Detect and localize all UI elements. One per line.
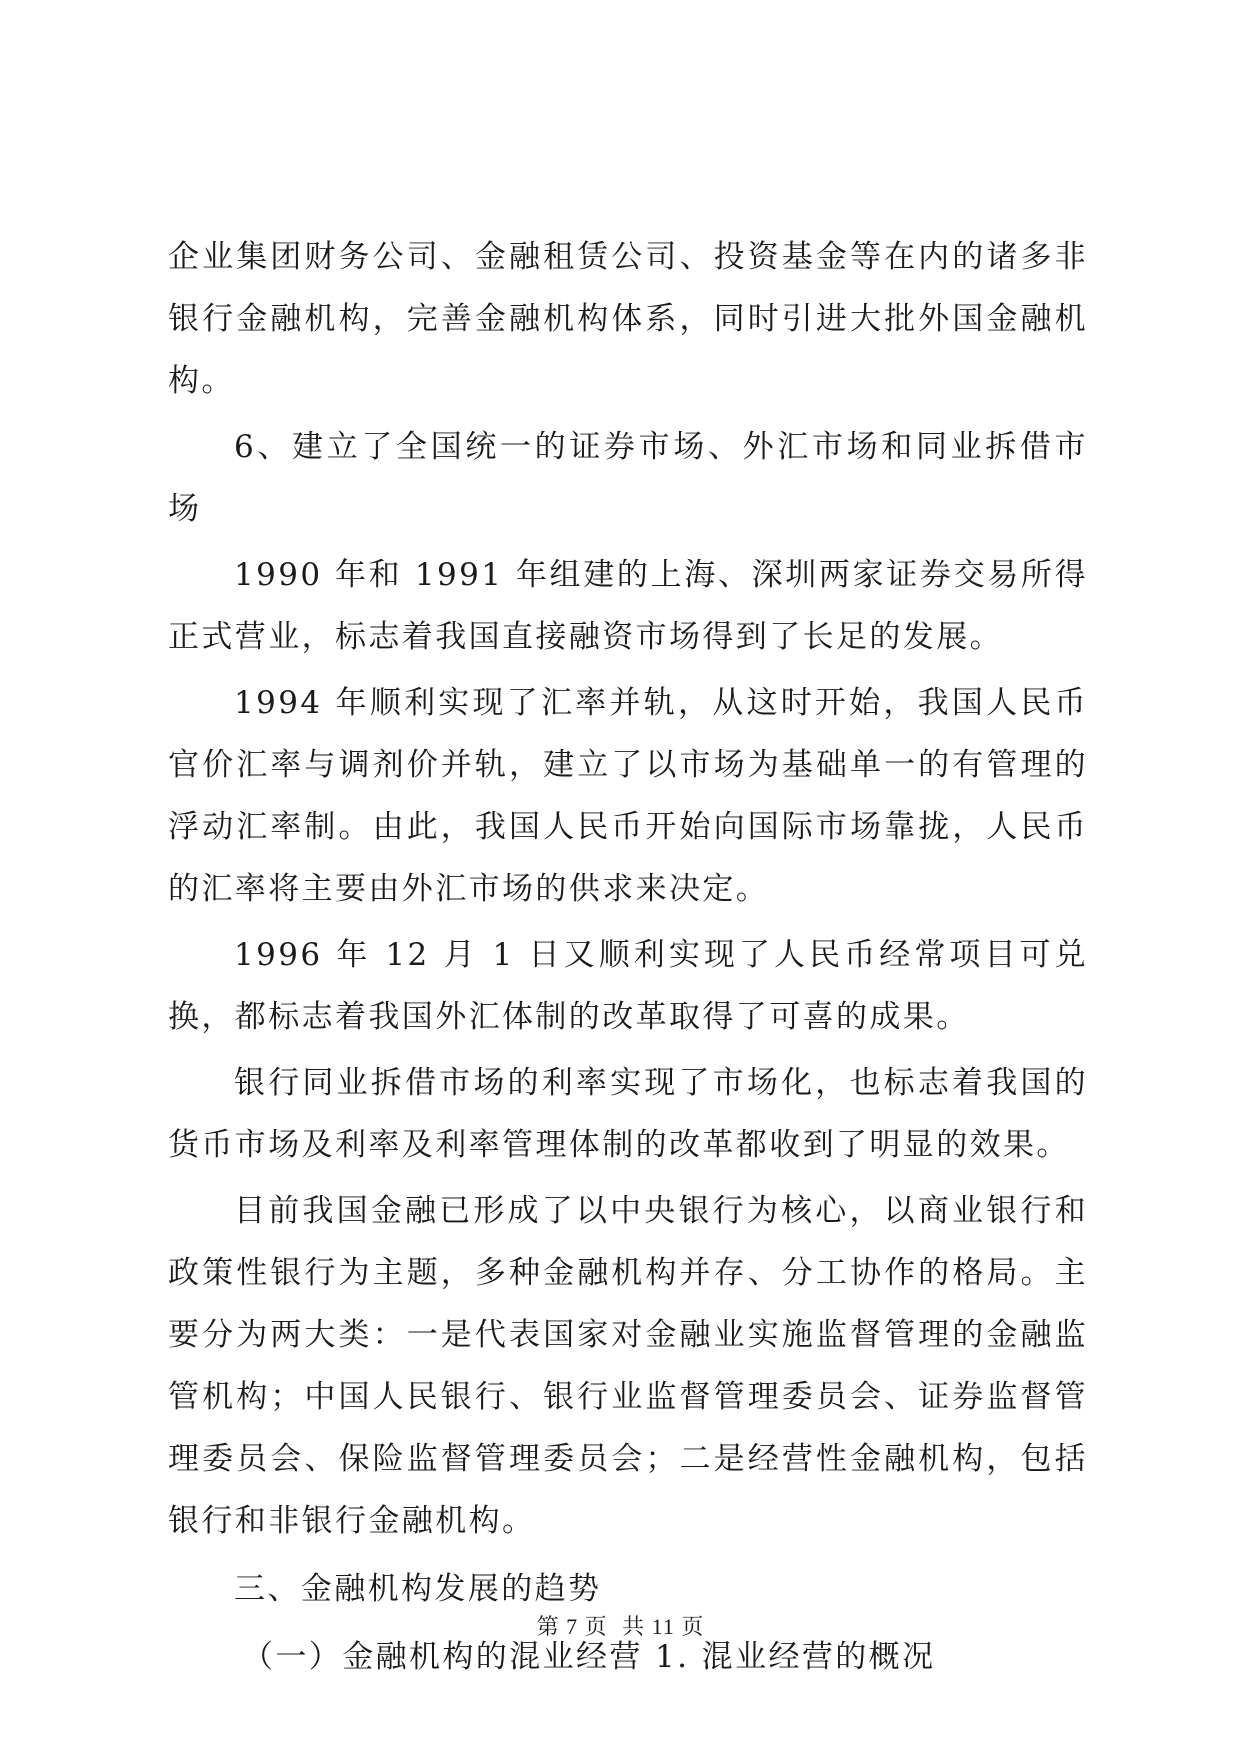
paragraph-5: 1996 年 12 月 1 日又顺利实现了人民币经常项目可兑换，都标志着我国外汇体制的改革取得了可喜的成果。: [168, 937, 1088, 1035]
subsection-heading: （一）金融机构的混业经营 1. 混业经营的概况: [242, 1639, 936, 1675]
page-number: 第 7 页: [536, 1614, 608, 1639]
section-heading: 三、金融机构发展的趋势: [234, 1571, 602, 1607]
document-body: [168, 226, 1088, 1692]
page-total: 共 11 页: [622, 1614, 705, 1639]
paragraph-4: 1994 年顺利实现了汇率并轨，从这时开始，我国人民币官价汇率与调剂价并轨，建立了以市场为基础单一的有管理的浮动汇率制。由此，我国人民币开始向国际市场靠拢，人民币的汇率将主要由外汇市场的供求来决定。: [168, 685, 1088, 907]
paragraph-1: 企业集团财务公司、金融租赁公司、投资基金等在内的诸多非银行金融机构，完善金融机构体系，同时引进大批外国金融机构。: [168, 239, 1088, 399]
paragraph-2: 6、建立了全国统一的证券市场、外汇市场和同业拆借市场: [168, 429, 1088, 527]
paragraph-3: 1990 年和 1991 年组建的上海、深圳两家证券交易所得正式营业，标志着我国直接融资市场得到了长足的发展。: [168, 557, 1088, 655]
paragraph-6: 银行同业拆借市场的利率实现了市场化，也标志着我国的货币市场及利率及利率管理体制的改革都收到了明显的效果。: [168, 1065, 1088, 1163]
paragraph-7: 目前我国金融已形成了以中央银行为核心，以商业银行和政策性银行为主题，多种金融机构并存、分工协作的格局。主要分为两大类：一是代表国家对金融业实施监督管理的金融监管机构；中国人民银行、银行业监督管理委员会、证券监督管理委员会、保险监督管理委员会；二是经营性金融机构，包括银行和非银行金融机构。: [168, 1193, 1088, 1539]
page-footer: [0, 1610, 1241, 1641]
